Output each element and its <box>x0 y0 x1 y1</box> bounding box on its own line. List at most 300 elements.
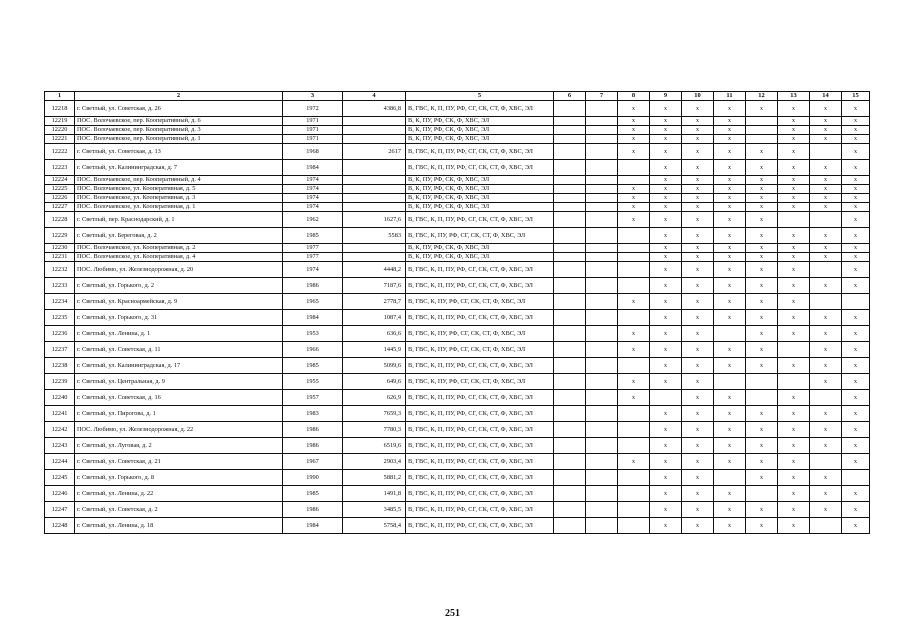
building-systems-cell: В, ГВС, К, ПУ, РФ, СГ, СК, СТ, Ф, ХВС, ЭЛ <box>406 294 554 310</box>
mark-cell <box>810 390 842 406</box>
mark-cell: x <box>650 326 682 342</box>
mark-cell <box>618 502 650 518</box>
mark-cell: x <box>778 185 810 194</box>
mark-cell <box>842 470 870 486</box>
mark-cell <box>586 406 618 422</box>
record-number-cell: 12223 <box>45 160 75 176</box>
mark-cell: x <box>746 502 778 518</box>
record-number-cell: 12234 <box>45 294 75 310</box>
record-number-cell: 12245 <box>45 470 75 486</box>
area-cell: 7659,3 <box>343 406 406 422</box>
mark-cell: x <box>778 518 810 534</box>
address-cell: ПОС. Волочаевское, ул. Кооперативная, д. 1 <box>75 203 283 212</box>
mark-cell <box>746 390 778 406</box>
record-number-cell: 12227 <box>45 203 75 212</box>
table-row <box>45 117 870 126</box>
mark-cell: x <box>778 502 810 518</box>
mark-cell <box>810 212 842 228</box>
mark-cell: x <box>842 228 870 244</box>
year-built-cell: 1984 <box>283 518 343 534</box>
mark-cell: x <box>842 262 870 278</box>
table-row <box>45 244 870 253</box>
mark-cell <box>650 390 682 406</box>
mark-cell: x <box>682 262 714 278</box>
mark-cell: x <box>842 194 870 203</box>
area-cell: 2778,7 <box>343 294 406 310</box>
address-cell: ПОС. Волочаевское, пер. Кооперативный, д. 4 <box>75 176 283 185</box>
area-cell: 5099,6 <box>343 358 406 374</box>
mark-cell <box>842 294 870 310</box>
mark-cell: x <box>810 406 842 422</box>
mark-cell: x <box>714 310 746 326</box>
mark-cell: x <box>714 406 746 422</box>
mark-cell <box>554 117 586 126</box>
building-systems-cell: В, ГВС, К, П, ПУ, РФ, СГ, СК, СТ, Ф, ХВС, ЭЛ <box>406 144 554 160</box>
mark-cell: x <box>746 342 778 358</box>
mark-cell <box>586 228 618 244</box>
building-systems-cell: В, ГВС, К, ПУ, РФ, СГ, СК, СТ, Ф, ХВС, ЭЛ <box>406 228 554 244</box>
mark-cell: x <box>714 502 746 518</box>
building-systems-cell: В, К, ПУ, РФ, СК, Ф, ХВС, ЭЛ <box>406 203 554 212</box>
table-row <box>45 228 870 244</box>
mark-cell <box>586 310 618 326</box>
address-cell: г. Светлый, ул. Ленина, д. 22 <box>75 486 283 502</box>
mark-cell: x <box>650 342 682 358</box>
mark-cell <box>586 278 618 294</box>
mark-cell <box>554 262 586 278</box>
mark-cell: x <box>842 144 870 160</box>
mark-cell: x <box>810 326 842 342</box>
mark-cell: x <box>842 160 870 176</box>
mark-cell <box>586 194 618 203</box>
address-cell: г. Светлый, ул. Калининградская, д. 7 <box>75 160 283 176</box>
mark-cell: x <box>810 438 842 454</box>
year-built-cell: 1986 <box>283 502 343 518</box>
address-cell: г. Светлый, ул. Ленина, д. 1 <box>75 326 283 342</box>
table-row <box>45 144 870 160</box>
address-cell: г. Светлый, ул. Горького, д. 31 <box>75 310 283 326</box>
mark-cell: x <box>810 486 842 502</box>
table-row <box>45 253 870 262</box>
mark-cell: x <box>746 176 778 185</box>
mark-cell <box>554 518 586 534</box>
mark-cell: x <box>650 470 682 486</box>
mark-cell: x <box>778 101 810 117</box>
area-cell <box>343 117 406 126</box>
mark-cell: x <box>778 310 810 326</box>
mark-cell: x <box>650 438 682 454</box>
table-row <box>45 160 870 176</box>
mark-cell: x <box>746 212 778 228</box>
mark-cell: x <box>714 358 746 374</box>
table-row <box>45 406 870 422</box>
mark-cell <box>554 374 586 390</box>
mark-cell: x <box>618 203 650 212</box>
mark-cell: x <box>746 470 778 486</box>
mark-cell: x <box>618 117 650 126</box>
mark-cell: x <box>714 486 746 502</box>
mark-cell: x <box>682 212 714 228</box>
mark-cell: x <box>810 278 842 294</box>
mark-cell: x <box>842 310 870 326</box>
mark-cell: x <box>810 358 842 374</box>
mark-cell: x <box>618 342 650 358</box>
mark-cell <box>746 126 778 135</box>
mark-cell: x <box>682 438 714 454</box>
mark-cell: x <box>650 262 682 278</box>
building-systems-cell: В, К, ПУ, РФ, СК, Ф, ХВС, ЭЛ <box>406 244 554 253</box>
mark-cell: x <box>746 101 778 117</box>
record-number-cell: 12246 <box>45 486 75 502</box>
column-header: 4 <box>343 92 406 101</box>
address-cell: г. Светлый, ул. Советская, д. 2 <box>75 502 283 518</box>
mark-cell <box>586 176 618 185</box>
record-number-cell: 12230 <box>45 244 75 253</box>
mark-cell: x <box>746 278 778 294</box>
table-row <box>45 470 870 486</box>
mark-cell: x <box>746 228 778 244</box>
table-row <box>45 486 870 502</box>
mark-cell <box>586 358 618 374</box>
mark-cell: x <box>650 194 682 203</box>
mark-cell: x <box>810 253 842 262</box>
mark-cell <box>586 518 618 534</box>
building-systems-cell: В, ГВС, К, П, ПУ, РФ, СГ, СК, СТ, Ф, ХВС, ЭЛ <box>406 160 554 176</box>
table-row <box>45 126 870 135</box>
mark-cell: x <box>650 278 682 294</box>
year-built-cell: 1962 <box>283 212 343 228</box>
mark-cell: x <box>778 438 810 454</box>
mark-cell: x <box>778 228 810 244</box>
building-systems-cell: В, К, ПУ, РФ, СК, Ф, ХВС, ЭЛ <box>406 194 554 203</box>
mark-cell: x <box>778 390 810 406</box>
record-number-cell: 12243 <box>45 438 75 454</box>
building-systems-cell: В, ГВС, К, П, ПУ, РФ, СГ, СК, СТ, Ф, ХВС, ЭЛ <box>406 470 554 486</box>
building-systems-cell: В, К, ПУ, РФ, СК, Ф, ХВС, ЭЛ <box>406 253 554 262</box>
area-cell: 1445,9 <box>343 342 406 358</box>
mark-cell: x <box>810 470 842 486</box>
mark-cell: x <box>714 422 746 438</box>
mark-cell: x <box>842 244 870 253</box>
mark-cell: x <box>746 438 778 454</box>
mark-cell: x <box>650 203 682 212</box>
mark-cell: x <box>618 135 650 144</box>
column-header: 14 <box>810 92 842 101</box>
mark-cell <box>554 126 586 135</box>
building-systems-cell: В, ГВС, К, П, ПУ, РФ, СГ, СК, СТ, Ф, ХВС, ЭЛ <box>406 212 554 228</box>
table-row <box>45 194 870 203</box>
year-built-cell: 1974 <box>283 194 343 203</box>
mark-cell: x <box>714 135 746 144</box>
record-number-cell: 12242 <box>45 422 75 438</box>
mark-cell: x <box>682 470 714 486</box>
mark-cell: x <box>842 422 870 438</box>
record-number-cell: 12224 <box>45 176 75 185</box>
address-cell: г. Светлый, ул. Ленина, д. 18 <box>75 518 283 534</box>
mark-cell <box>554 101 586 117</box>
mark-cell: x <box>682 194 714 203</box>
mark-cell: x <box>778 294 810 310</box>
mark-cell: x <box>650 228 682 244</box>
mark-cell: x <box>714 278 746 294</box>
address-cell: ПОС. Любимо, ул. Железнодорожная, д. 20 <box>75 262 283 278</box>
record-number-cell: 12235 <box>45 310 75 326</box>
year-built-cell: 1985 <box>283 486 343 502</box>
mark-cell <box>554 228 586 244</box>
mark-cell: x <box>682 486 714 502</box>
mark-cell: x <box>650 454 682 470</box>
address-cell: г. Светлый, ул. Советская, д. 16 <box>75 390 283 406</box>
column-header: 1 <box>45 92 75 101</box>
mark-cell: x <box>842 126 870 135</box>
mark-cell: x <box>650 135 682 144</box>
mark-cell: x <box>746 422 778 438</box>
mark-cell: x <box>714 101 746 117</box>
mark-cell: x <box>650 176 682 185</box>
mark-cell <box>554 135 586 144</box>
mark-cell: x <box>682 135 714 144</box>
mark-cell: x <box>778 144 810 160</box>
mark-cell <box>810 144 842 160</box>
mark-cell: x <box>842 326 870 342</box>
year-built-cell: 1957 <box>283 390 343 406</box>
record-number-cell: 12236 <box>45 326 75 342</box>
table-row <box>45 101 870 117</box>
mark-cell: x <box>810 185 842 194</box>
mark-cell <box>586 374 618 390</box>
address-cell: г. Светлый, ул. Горького, д. 2 <box>75 278 283 294</box>
housing-register-table <box>44 91 870 534</box>
mark-cell: x <box>714 244 746 253</box>
year-built-cell: 1953 <box>283 326 343 342</box>
area-cell: 6519,6 <box>343 438 406 454</box>
mark-cell: x <box>714 212 746 228</box>
column-header: 7 <box>586 92 618 101</box>
mark-cell: x <box>842 101 870 117</box>
mark-cell: x <box>682 294 714 310</box>
column-header: 9 <box>650 92 682 101</box>
area-cell: 7187,6 <box>343 278 406 294</box>
mark-cell: x <box>714 454 746 470</box>
mark-cell: x <box>810 228 842 244</box>
area-cell: 4448,2 <box>343 262 406 278</box>
table-row <box>45 422 870 438</box>
record-number-cell: 12232 <box>45 262 75 278</box>
area-cell: 7780,3 <box>343 422 406 438</box>
mark-cell: x <box>618 126 650 135</box>
mark-cell: x <box>714 294 746 310</box>
mark-cell: x <box>618 374 650 390</box>
mark-cell: x <box>714 126 746 135</box>
address-cell: ПОС. Любимо, ул. Железнодорожная, д. 22 <box>75 422 283 438</box>
building-systems-cell: В, ГВС, К, П, ПУ, РФ, СГ, СК, СТ, Ф, ХВС, ЭЛ <box>406 390 554 406</box>
year-built-cell: 1986 <box>283 422 343 438</box>
mark-cell: x <box>778 203 810 212</box>
mark-cell <box>618 422 650 438</box>
address-cell: г. Светлый, ул. Калининградская, д. 17 <box>75 358 283 374</box>
mark-cell: x <box>842 176 870 185</box>
address-cell: г. Светлый, ул. Луговая, д. 2 <box>75 438 283 454</box>
mark-cell: x <box>746 518 778 534</box>
mark-cell: x <box>714 117 746 126</box>
column-header: 10 <box>682 92 714 101</box>
area-cell: 5583 <box>343 228 406 244</box>
mark-cell <box>586 438 618 454</box>
mark-cell <box>554 358 586 374</box>
mark-cell: x <box>810 126 842 135</box>
mark-cell <box>714 470 746 486</box>
area-cell: 636,6 <box>343 326 406 342</box>
mark-cell <box>618 438 650 454</box>
mark-cell <box>586 126 618 135</box>
record-number-cell: 12226 <box>45 194 75 203</box>
mark-cell: x <box>714 438 746 454</box>
mark-cell: x <box>842 358 870 374</box>
record-number-cell: 12228 <box>45 212 75 228</box>
mark-cell: x <box>778 126 810 135</box>
area-cell: 1491,8 <box>343 486 406 502</box>
mark-cell: x <box>650 160 682 176</box>
mark-cell: x <box>810 374 842 390</box>
area-cell: 1087,4 <box>343 310 406 326</box>
mark-cell: x <box>746 185 778 194</box>
year-built-cell: 1966 <box>283 342 343 358</box>
column-header: 6 <box>554 92 586 101</box>
mark-cell: x <box>842 253 870 262</box>
record-number-cell: 12240 <box>45 390 75 406</box>
header-row <box>45 92 870 101</box>
area-cell <box>343 203 406 212</box>
mark-cell: x <box>842 185 870 194</box>
mark-cell <box>746 117 778 126</box>
year-built-cell: 1983 <box>283 406 343 422</box>
mark-cell: x <box>650 253 682 262</box>
building-systems-cell: В, ГВС, К, П, ПУ, РФ, СГ, СК, СТ, Ф, ХВС, ЭЛ <box>406 518 554 534</box>
year-built-cell: 1986 <box>283 438 343 454</box>
table-row <box>45 176 870 185</box>
column-header: 12 <box>746 92 778 101</box>
mark-cell <box>554 342 586 358</box>
year-built-cell: 1990 <box>283 470 343 486</box>
mark-cell <box>554 203 586 212</box>
mark-cell <box>586 185 618 194</box>
mark-cell: x <box>682 518 714 534</box>
table-row <box>45 438 870 454</box>
mark-cell: x <box>778 262 810 278</box>
mark-cell <box>554 454 586 470</box>
mark-cell: x <box>778 406 810 422</box>
building-systems-cell: В, ГВС, К, П, ПУ, РФ, СГ, СК, СТ, Ф, ХВС, ЭЛ <box>406 422 554 438</box>
mark-cell <box>554 185 586 194</box>
year-built-cell: 1986 <box>283 278 343 294</box>
mark-cell: x <box>650 422 682 438</box>
mark-cell: x <box>682 278 714 294</box>
address-cell: г. Светлый, пер. Краснодарский, д. 1 <box>75 212 283 228</box>
address-cell: г. Светлый, ул. Советская, д. 26 <box>75 101 283 117</box>
mark-cell <box>554 294 586 310</box>
mark-cell: x <box>714 144 746 160</box>
mark-cell: x <box>778 422 810 438</box>
mark-cell: x <box>778 470 810 486</box>
year-built-cell: 1985 <box>283 228 343 244</box>
mark-cell <box>586 342 618 358</box>
mark-cell: x <box>650 126 682 135</box>
area-cell: 649,6 <box>343 374 406 390</box>
mark-cell: x <box>682 342 714 358</box>
mark-cell: x <box>810 135 842 144</box>
mark-cell: x <box>682 253 714 262</box>
mark-cell: x <box>842 117 870 126</box>
mark-cell: x <box>746 253 778 262</box>
building-systems-cell: В, ГВС, К, ПУ, РФ, СГ, СК, СТ, Ф, ХВС, ЭЛ <box>406 326 554 342</box>
year-built-cell: 1974 <box>283 262 343 278</box>
mark-cell: x <box>682 228 714 244</box>
record-number-cell: 12244 <box>45 454 75 470</box>
mark-cell: x <box>842 203 870 212</box>
address-cell: ПОС. Волочаевское, пер. Кооперативный, д. 1 <box>75 135 283 144</box>
mark-cell: x <box>842 135 870 144</box>
building-systems-cell: В, К, ПУ, РФ, СК, Ф, ХВС, ЭЛ <box>406 117 554 126</box>
year-built-cell: 1974 <box>283 176 343 185</box>
mark-cell: x <box>842 486 870 502</box>
mark-cell <box>618 486 650 502</box>
record-number-cell: 12231 <box>45 253 75 262</box>
mark-cell: x <box>714 253 746 262</box>
mark-cell <box>586 144 618 160</box>
area-cell: 5881,2 <box>343 470 406 486</box>
mark-cell: x <box>778 244 810 253</box>
mark-cell: x <box>810 194 842 203</box>
mark-cell <box>778 212 810 228</box>
mark-cell: x <box>682 176 714 185</box>
address-cell: ПОС. Волочаевское, ул. Кооперативная, д. 2 <box>75 244 283 253</box>
record-number-cell: 12222 <box>45 144 75 160</box>
mark-cell: x <box>618 185 650 194</box>
mark-cell <box>586 502 618 518</box>
mark-cell <box>618 518 650 534</box>
mark-cell: x <box>842 374 870 390</box>
mark-cell: x <box>650 185 682 194</box>
mark-cell: x <box>746 194 778 203</box>
year-built-cell: 1965 <box>283 294 343 310</box>
year-built-cell: 1984 <box>283 160 343 176</box>
address-cell: г. Светлый, ул. Советская, д. 21 <box>75 454 283 470</box>
building-systems-cell: В, ГВС, К, П, ПУ, РФ, СГ, СК, СТ, Ф, ХВС, ЭЛ <box>406 438 554 454</box>
area-cell: 1627,6 <box>343 212 406 228</box>
address-cell: г. Светлый, ул. Советская, д. 13 <box>75 144 283 160</box>
address-cell: г. Светлый, ул. Пирогова, д. 1 <box>75 406 283 422</box>
record-number-cell: 12218 <box>45 101 75 117</box>
mark-cell: x <box>682 117 714 126</box>
mark-cell <box>810 518 842 534</box>
mark-cell <box>554 176 586 185</box>
mark-cell: x <box>778 160 810 176</box>
mark-cell: x <box>746 310 778 326</box>
table-body <box>45 101 870 534</box>
mark-cell: x <box>810 101 842 117</box>
building-systems-cell: В, ГВС, К, П, ПУ, РФ, СГ, СК, СТ, Ф, ХВС, ЭЛ <box>406 406 554 422</box>
table-row <box>45 342 870 358</box>
column-header: 2 <box>75 92 283 101</box>
mark-cell: x <box>618 144 650 160</box>
mark-cell: x <box>778 194 810 203</box>
mark-cell: x <box>714 160 746 176</box>
mark-cell: x <box>842 212 870 228</box>
mark-cell: x <box>746 358 778 374</box>
building-systems-cell: В, ГВС, К, П, ПУ, РФ, СГ, СК, СТ, Ф, ХВС, ЭЛ <box>406 101 554 117</box>
record-number-cell: 12241 <box>45 406 75 422</box>
record-number-cell: 12247 <box>45 502 75 518</box>
